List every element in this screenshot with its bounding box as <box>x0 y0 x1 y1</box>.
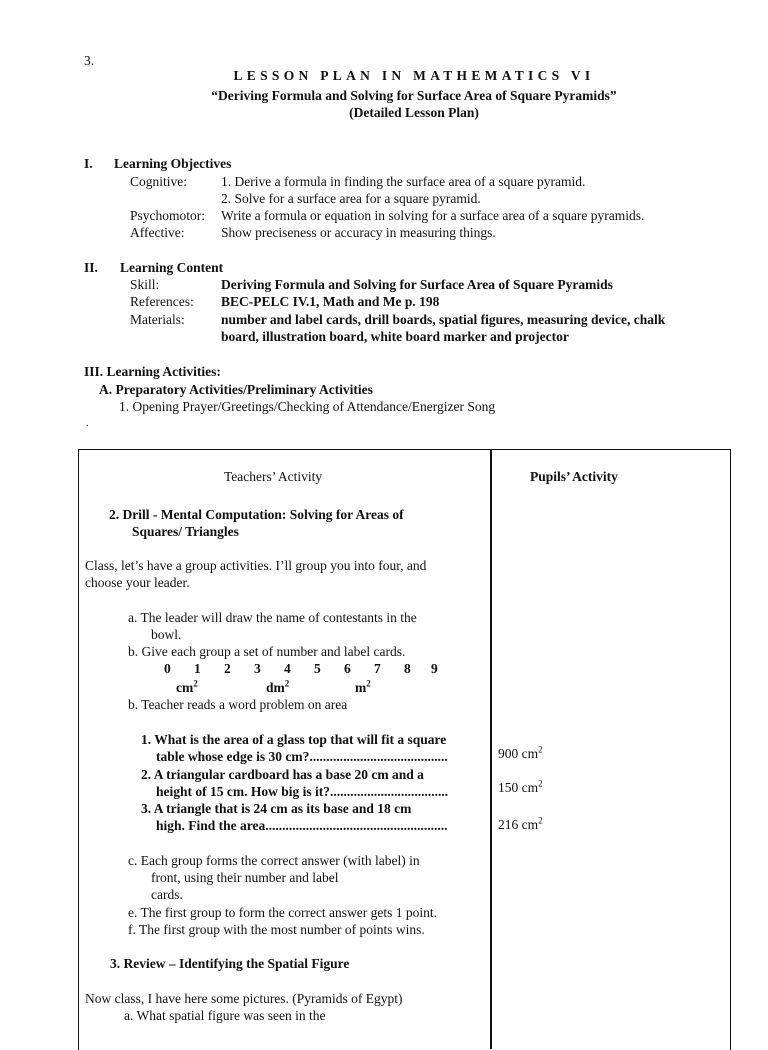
section3-item-1: 1. Opening Prayer/Greetings/Checking of Attendance/Energizer Song <box>119 399 496 414</box>
drill-heading-line-1: 2. Drill - Mental Computation: Solving for Areas of <box>109 507 404 522</box>
answer-1: 900 $cm^2$ <box>498 744 543 761</box>
step-b2-line: b. Teacher reads a word problem on area <box>128 697 348 712</box>
section3-sub-a: A. Preparatory Activities/Preliminary Activities <box>99 382 373 397</box>
problem-1-line-1: 1. What is the area of a glass top that will fit a square <box>141 732 447 747</box>
answer-2: 150 $cm^2$ <box>498 778 543 795</box>
digit-card: 2 <box>224 661 231 676</box>
references-value: BEC-PELC IV.1, Math and Me p. 198 <box>221 294 440 309</box>
materials-label: Materials: <box>130 312 185 327</box>
step-c-line-3: cards. <box>151 887 183 902</box>
digit-card: 9 <box>431 661 438 676</box>
step-e-line: e. The first group to form the correct answer gets 1 point. <box>128 905 438 920</box>
drill-heading-line-2: Squares/ Triangles <box>132 524 239 539</box>
references-label: References: <box>130 294 194 309</box>
problem-3-line-1: 3. A triangle that is 24 cm as its base and 18 cm <box>141 801 412 816</box>
digit-card: 8 <box>404 661 411 676</box>
materials-line-1: number and label cards, drill boards, spatial figures, measuring device, chalk <box>221 312 666 327</box>
col-header-pupils: Pupils’ Activity <box>530 469 618 484</box>
answer-3: 216 $cm^2$ <box>498 815 543 832</box>
objective-text-4: Show preciseness or accuracy in measuring things. <box>221 225 496 240</box>
review-question-a: a. What spatial figure was seen in the <box>124 1008 326 1023</box>
section3-heading: III. Learning Activities: <box>84 364 221 379</box>
step-f-line: f. The first group with the most number of points wins. <box>128 922 425 937</box>
step-a-line-1: a. The leader will draw the name of contestants in the <box>128 610 417 625</box>
col-header-teacher: Teachers’ Activity <box>224 469 323 484</box>
document-subtitle: “Deriving Formula and Solving for Surface Area of Square Pyramids” <box>211 88 617 103</box>
materials-line-2: board, illustration board, white board marker and projector <box>221 329 569 344</box>
problem-1-line-2: table whose edge is 30 cm?......................................... <box>156 749 448 764</box>
section2-number: II. <box>84 260 98 275</box>
review-intro: Now class, I have here some pictures. (Pyramids of Egypt) <box>85 991 403 1006</box>
objective-text-2: 2. Solve for a surface area for a square pyramid. <box>221 191 481 206</box>
digit-card: 7 <box>374 661 381 676</box>
objective-label-affective: Affective: <box>130 225 185 240</box>
section1-number: I. <box>84 156 93 171</box>
digit-card: 1 <box>194 661 201 676</box>
skill-value: Deriving Formula and Solving for Surface Area of Square Pyramids <box>221 277 613 292</box>
step-c-line-2: front, using their number and label <box>151 870 339 885</box>
plan-type: (Detailed Lesson Plan) <box>349 105 479 120</box>
table-column-divider <box>490 449 492 1049</box>
review-heading: 3. Review – Identifying the Spatial Figure <box>110 956 350 971</box>
objective-text-3: Write a formula or equation in solving for a surface area of a square pyramids. <box>221 208 645 223</box>
step-c-line-1: c. Each group forms the correct answer (with label) in <box>128 853 420 868</box>
stray-dot: . <box>86 418 89 429</box>
objective-label-cognitive: Cognitive: <box>130 174 187 189</box>
step-b-line: b. Give each group a set of number and label cards. <box>128 644 406 659</box>
objective-text-1: 1. Derive a formula in finding the surface area of a square pyramid. <box>221 174 586 189</box>
unit-card-cm: $cm^2$ <box>176 678 198 695</box>
problem-2-line-1: 2. A triangular cardboard has a base 20 cm and a <box>141 767 424 782</box>
skill-label: Skill: <box>130 277 160 292</box>
problem-2-line-2: height of 15 cm. How big is it?................................... <box>156 784 449 799</box>
unit-card-dm: $dm^2$ <box>266 678 290 695</box>
step-a-line-2: bowl. <box>151 627 182 642</box>
section1-heading: Learning Objectives <box>114 156 232 171</box>
intro-line-2: choose your leader. <box>85 575 190 590</box>
digit-card: 5 <box>314 661 321 676</box>
page-number: 3. <box>84 53 95 68</box>
problem-3-line-2: high. Find the area...................................................... <box>156 818 448 833</box>
unit-card-m: $m^2$ <box>355 678 371 695</box>
intro-line-1: Class, let’s have a group activities. I’ll group you into four, and <box>85 558 427 573</box>
section2-heading: Learning Content <box>120 260 224 275</box>
digit-card: 3 <box>254 661 261 676</box>
digit-card: 0 <box>164 661 171 676</box>
document-title: LESSON PLAN IN MATHEMATICS VI <box>233 68 595 83</box>
digit-card: 4 <box>284 661 291 676</box>
objective-label-psychomotor: Psychomotor: <box>130 208 206 223</box>
digit-card: 6 <box>344 661 351 676</box>
